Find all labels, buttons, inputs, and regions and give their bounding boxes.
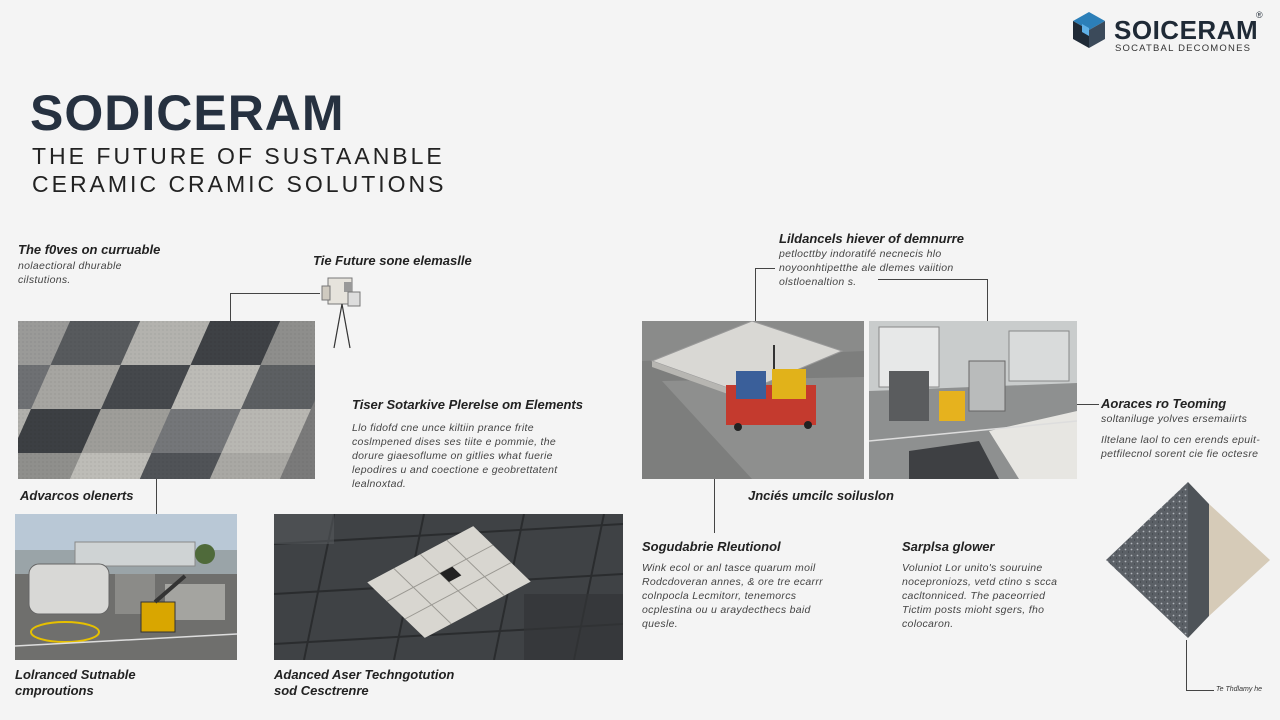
- factory-machinery-image: [15, 514, 237, 660]
- callout-sogudable-line: quesle.: [642, 618, 678, 630]
- callout-sogudable-line: colnpocla Lecmitorr, tenemorcs: [642, 590, 797, 602]
- callout-sogudable-line: Rodcdoveran annes, & ore tre ecarrr: [642, 576, 823, 588]
- connector-line: [156, 479, 157, 515]
- callout-middle-line: Llo fidofd cne unce kiltiin prance frite: [352, 422, 534, 434]
- tiny-caption: Te Thdlamy he: [1216, 686, 1263, 693]
- callout-aorates-line: petfilecnol sorent cie fie octesre: [1101, 448, 1259, 460]
- connector-line: [1186, 690, 1214, 691]
- callout-sogudable-title: Sogudabrie Rleutionol: [642, 539, 781, 554]
- callout-surplus-line: Tictim posts mioht sgers, fho: [902, 604, 1045, 616]
- connector-line: [714, 479, 715, 533]
- callout-unique-title: Jnciés umcilc soiluslon: [748, 488, 894, 503]
- logo-subtitle: SOCATBAL DECOMONES: [1115, 43, 1252, 54]
- logo-cube-icon: [1070, 10, 1108, 50]
- connector-line: [878, 279, 988, 280]
- callout-top-right-title: Lildancels hiever of demnurre: [779, 231, 964, 246]
- machine-illustration: [320, 272, 364, 352]
- callout-middle-line: dorure giaesoflume on gitlies what fuerie: [352, 450, 553, 462]
- callout-bottom-left-title-2: cmproutions: [15, 683, 94, 698]
- logo-registered-mark: ®: [1256, 10, 1263, 20]
- callout-bottom-mid-title-1: Adanced Aser Techngotution: [274, 667, 455, 682]
- platform-machine-image: [642, 321, 864, 479]
- tile-floor-image: [18, 321, 315, 479]
- connector-line: [755, 268, 775, 269]
- callout-surplus-title: Sarplsa glower: [902, 539, 995, 554]
- callout-top-right-line: olstloenaltion s.: [779, 276, 857, 288]
- callout-aorates-line: Iltelane laol to cen erends epuit-: [1101, 434, 1261, 446]
- callout-middle-line: coslmpened dises ses tiite e pommie, the: [352, 436, 557, 448]
- callout-advances-title: Advarcos olenerts: [20, 488, 134, 503]
- connector-line: [1077, 404, 1099, 405]
- callout-aorates-title: Aoraces ro Teoming: [1101, 396, 1227, 411]
- callout-middle-line: lepodires u and coectione e geobrettatent: [352, 464, 558, 476]
- callout-sogudable-line: ocplestina ou u araydecthecs baid: [642, 604, 811, 616]
- callout-future-title: Tie Future sone elemaslle: [313, 253, 472, 268]
- callout-surplus-line: cacltonniced. The paceorried: [902, 590, 1046, 602]
- slate-floor-image: [274, 514, 623, 660]
- callout-surplus-line: Voluniot Lor unito's souruine: [902, 562, 1043, 574]
- callout-bottom-left-title-1: Lolranced Sutnable: [15, 667, 136, 682]
- tagline-line-1: THE FUTURE OF SUSTAANBLE: [32, 143, 445, 169]
- page-title: SODICERAM: [30, 85, 345, 141]
- callout-sogudable-line: Wink ecol or anl tasce quarum moil: [642, 562, 816, 574]
- callout-bottom-mid-title-2: sod Cesctrenre: [274, 683, 369, 698]
- connector-line: [230, 293, 231, 321]
- callout-aorates-line: soltaniluge yolves ersemaiirts: [1101, 413, 1248, 425]
- callout-top-left-line: nolaectioral dhurable: [18, 260, 122, 272]
- callout-top-right-line: petlocttby indoratifé necnecis hlo: [779, 248, 942, 260]
- callout-top-right-line: noyoonhtipetthe ale dlemes vaiition: [779, 262, 954, 274]
- diamond-tile-sample: [1106, 482, 1270, 638]
- callout-surplus-line: noceproniozs, vetd ctino s scca: [902, 576, 1058, 588]
- callout-top-left-title: The f0ves on curruable: [18, 242, 161, 257]
- callout-middle-line: lealnoxtad.: [352, 478, 407, 490]
- tagline-line-2: CERAMIC CRAMIC SOLUTIONS: [32, 171, 447, 197]
- callout-top-left-line: cilstutions.: [18, 274, 71, 286]
- logo-name: SOICERAM: [1114, 15, 1259, 45]
- connector-line: [987, 279, 988, 321]
- callout-middle-title: Tiser Sotarkive Plerelse om Elements: [352, 397, 583, 412]
- connector-line: [755, 268, 756, 321]
- factory-floor-image: [869, 321, 1077, 479]
- brand-logo: [1070, 10, 1270, 54]
- callout-surplus-line: colocaron.: [902, 618, 954, 630]
- connector-line: [1186, 640, 1187, 690]
- connector-line: [230, 293, 320, 294]
